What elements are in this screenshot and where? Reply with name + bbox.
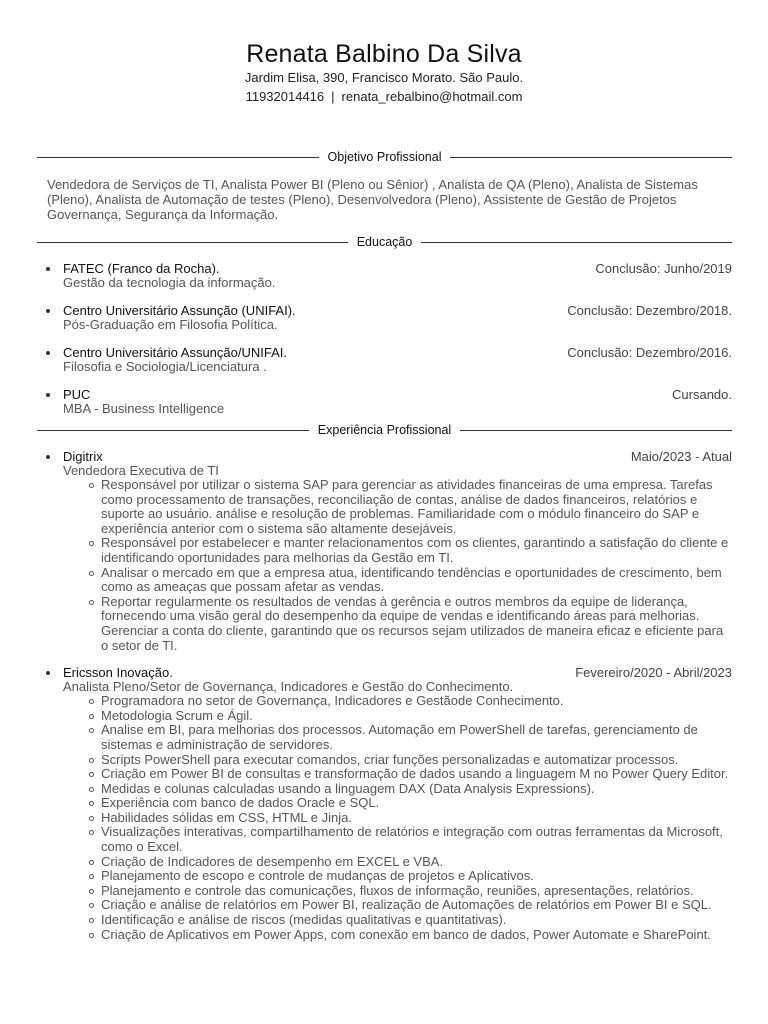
job-dates: Fevereiro/2020 - Abril/2023 [575, 665, 732, 681]
divider-line [37, 430, 309, 431]
divider-line [460, 430, 732, 431]
job-bullet: Planejamento e controle das comunicações, fluxos de informação, reuniões, apresentações, relatórios. [101, 884, 732, 899]
job-dates: Maio/2023 - Atual [630, 449, 732, 464]
job-bullet: Metodologia Scrum e Ágil. [101, 709, 732, 724]
company: Ericsson Inovação. [63, 665, 173, 681]
job-bullet: Analise em BI, para melhorias dos processos. Automação em PowerShell de tarefas, gerenciamento de sistemas e administração de servidores. [101, 723, 732, 752]
section-title: Experiência Profissional [317, 423, 452, 437]
objective-text: Vendedora de Serviços de TI, Analista Power BI (Pleno ou Sênior) , Analista de QA (Pleno), Analista de Sistemas (Pleno), Analista de Automação de testes (Pleno), Desenvolvedora (Pleno), Assistente de Gestão de Projetos Governança, Segurança da Informação. [47, 177, 698, 222]
job-bullet: Habilidades sólidas em CSS, HTML e Jinja. [101, 811, 732, 826]
section-title: Objetivo Profissional [327, 150, 442, 164]
institution: Centro Universitário Assunção/UNIFAI. [63, 345, 287, 360]
divider-line [421, 242, 732, 243]
address: Jardim Elisa, 390, Francisco Morato. São Paulo. [244, 70, 524, 85]
phone: 11932014416 [245, 89, 325, 104]
course: Pós-Graduação em Filosofia Política. [63, 317, 278, 332]
job-bullet: Responsável por estabelecer e manter relacionamentos com os clientes, garantindo a satisfação do cliente e identificando oportunidades para melhorias da Gestão em TI. [101, 536, 732, 565]
education-item [47, 387, 732, 416]
job-bullets [47, 478, 732, 653]
experience-list [0, 449, 768, 942]
job-item [47, 449, 732, 653]
section-heading-experience [37, 423, 732, 437]
section-heading-education [37, 235, 732, 249]
company: Digitrix [63, 449, 103, 464]
education-list [0, 261, 768, 416]
job-bullet: Criação e análise de relatórios em Power BI, realização de Automações de relatórios em Power BI e SQL. [101, 898, 732, 913]
education-item [47, 303, 732, 332]
job-role: Vendedora Executiva de TI [63, 463, 219, 478]
section-title: Educação [356, 235, 413, 249]
completion-date: Conclusão: Dezembro/2016. [567, 345, 732, 360]
job-bullet: Visualizações interativas, compartilhamento de relatórios e integração com outras ferramentas da Microsoft, como o Excel. [101, 825, 732, 854]
education-item [47, 345, 732, 374]
bullet-dot [46, 351, 50, 355]
institution: PUC [63, 387, 91, 402]
course: Filosofia e Sociologia/Licenciatura . [63, 359, 267, 374]
resume-header [0, 0, 768, 106]
job-bullet: Scripts PowerShell para executar comandos, criar funções personalizadas e automatizar processos. [101, 753, 732, 768]
course: Gestão da tecnologia da informação. [63, 275, 276, 290]
job-bullet: Criação de Aplicativos em Power Apps, com conexão em banco de dados, Power Automate e SharePoint. [101, 928, 732, 943]
job-bullet: Criação de Indicadores de desempenho em EXCEL e VBA. [101, 855, 732, 870]
job-bullet: Identificação e análise de riscos (medidas qualitativas e quantitativas). [101, 913, 732, 928]
institution: Centro Universitário Assunção (UNIFAI). [63, 303, 296, 318]
completion-date: Cursando. [672, 387, 732, 402]
contact-line [0, 87, 768, 106]
bullet-dot [46, 309, 50, 313]
education-item [47, 261, 732, 290]
bullet-dot [46, 267, 50, 271]
job-bullet: Medidas e colunas calculadas usando a linguagem DAX (Data Analysis Expressions). [101, 782, 732, 797]
institution: FATEC (Franco da Rocha). [63, 261, 220, 276]
divider-line [450, 157, 732, 158]
divider-line [37, 242, 348, 243]
job-bullet: Responsável por utilizar o sistema SAP para gerenciar as atividades financeiras de uma empresa. Tarefas como processamento de transações, reconciliação de contas, análise de dados financeiros, relatórios e suporte ao usuário. análise e resolução de problemas. Familiaridade com o módulo financeiro do SAP e experiência anterior com o sistema são altamente desejáveis. [101, 478, 732, 536]
job-bullet: Analisar o mercado em que a empresa atua, identificando tendências e oportunidades de crescimento, bem como as ameaças que possam afetar as vendas. [101, 566, 732, 595]
job-bullet: Reportar regularmente os resultados de vendas à gerência e outros membros da equipe de liderança, fornecendo uma visão geral do desempenho da equipe de vendas e identificando áreas para melhorias. Gerenciar a conta do cliente, garantindo que os recursos sejam utilizados de maneira eficaz e eficiente para o setor de TI. [101, 595, 732, 653]
bullet-dot [46, 393, 50, 397]
job-bullets [47, 694, 732, 942]
section-heading-objective [37, 150, 732, 164]
candidate-name: Renata Balbino Da Silva [246, 40, 522, 68]
job-item [47, 665, 732, 942]
bullet-dot [46, 455, 50, 459]
job-role: Analista Pleno/Setor de Governança, Indicadores e Gestão do Conhecimento. [63, 679, 514, 695]
job-bullet: Criação em Power BI de consultas e transformação de dados usando a linguagem M no Power Query Editor. [101, 767, 732, 782]
job-bullet: Planejamento de escopo e controle de mudanças de projetos e Aplicativos. [101, 869, 732, 884]
divider-line [37, 157, 319, 158]
email-link[interactable]: renata_rebalbino@hotmail.com [341, 89, 523, 104]
completion-date: Conclusão: Junho/2019 [595, 261, 732, 276]
job-bullet: Programadora no setor de Governança, Indicadores e Gestãode Conhecimento. [101, 694, 732, 709]
course: MBA - Business Intelligence [63, 401, 225, 416]
job-bullet: Experiência com banco de dados Oracle e SQL. [101, 796, 732, 811]
completion-date: Conclusão: Dezembro/2018. [567, 303, 732, 318]
contact-separator: | [331, 89, 335, 104]
